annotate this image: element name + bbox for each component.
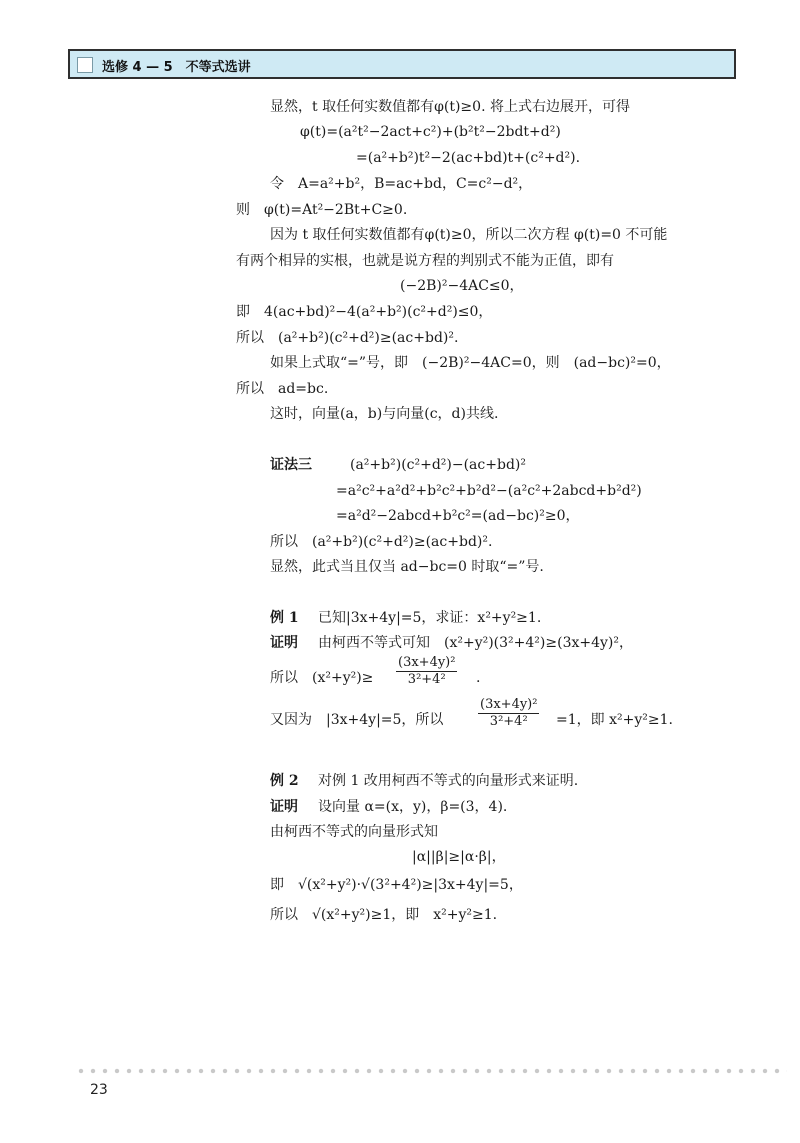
text-line: 所以 (a²+b²)(c²+d²)≥(ac+bd)². [270,534,493,550]
fraction-numerator: (3x+4y)² [480,697,538,712]
formula-line: =a²c²+a²d²+b²c²+b²d²−(a²c²+2abcd+b²d²) [336,483,642,499]
text-line: 因为 t 取任何实数值都有φ(t)≥0，所以二次方程 φ(t)=0 不可能 [270,227,668,243]
text-line: 已知|3x+4y|=5，求证：x²+y²≥1. [318,610,542,626]
fraction-denominator: 3²+4² [489,714,528,729]
text-line: 对例 1 改用柯西不等式的向量形式来证明. [318,773,579,789]
text-line: 即 √(x²+y²)·√(3²+4²)≥|3x+4y|=5， [270,877,523,893]
fraction [478,697,539,730]
text-line: 设向量 α=(x，y)，β=(3，4). [318,799,508,815]
formula-line: φ(t)=(a²t²−2act+c²)+(b²t²−2bdt+d²) [300,124,561,140]
text-line: 如果上式取“=”号，即 (−2B)²−4AC=0，则 (ad−bc)²=0， [270,355,671,371]
proof-label: 证明 [270,635,298,651]
footer-dotted-rule [75,1068,787,1074]
page-number: 23 [90,1082,108,1098]
example-label: 例 2 [270,773,299,789]
text-line: =1，即 x²+y²≥1. [556,712,673,728]
formula-line: |α||β|≥|α·β|， [412,849,506,865]
fraction-denominator: 3²+4² [407,672,446,687]
text-line: 所以 (a²+b²)(c²+d²)≥(ac+bd)². [236,330,459,346]
formula-line: (−2B)²−4AC≤0， [400,278,524,294]
text-line: 令 A=a²+b²，B=ac+bd，C=c²−d²， [270,176,533,192]
period: . [476,670,481,686]
chapter-header-bar [68,49,736,79]
text-line: 所以 √(x²+y²)≥1，即 x²+y²≥1. [270,907,498,923]
header-square-icon [77,57,93,73]
text-line: 所以 ad=bc. [236,381,329,397]
text-line: 则 φ(t)=At²−2Bt+C≥0. [236,202,408,218]
formula-line: =(a²+b²)t²−2(ac+bd)t+(c²+d²). [356,150,581,166]
example-label: 例 1 [270,610,299,626]
text-line: 又因为 |3x+4y|=5，所以 [270,712,444,728]
formula-line: (a²+b²)(c²+d²)−(ac+bd)² [350,457,526,473]
text-line: 这时，向量(a，b)与向量(c，d)共线. [270,406,499,422]
text-line: 由柯西不等式的向量形式知 [270,824,438,840]
fraction [396,655,457,688]
proof-label: 证明 [270,799,298,815]
text-line: 所以 (x²+y²)≥ [270,670,374,686]
text-line: 由柯西不等式可知 (x²+y²)(3²+4²)≥(3x+4y)²， [318,635,633,651]
fraction-numerator: (3x+4y)² [398,655,456,670]
text-line: 有两个相异的实根，也就是说方程的判别式不能为正值，即有 [236,253,614,269]
chapter-title: 选修 4 — 5 不等式选讲 [102,60,251,75]
proof-method-label: 证法三 [270,457,312,473]
text-line: 显然，t 取任何实数值都有φ(t)≥0. 将上式右边展开，可得 [270,99,630,115]
formula-line: =a²d²−2abcd+b²c²=(ad−bc)²≥0， [336,508,580,524]
text-line: 即 4(ac+bd)²−4(a²+b²)(c²+d²)≤0， [236,304,493,320]
text-line: 显然，此式当且仅当 ad−bc=0 时取“=”号. [270,559,544,575]
